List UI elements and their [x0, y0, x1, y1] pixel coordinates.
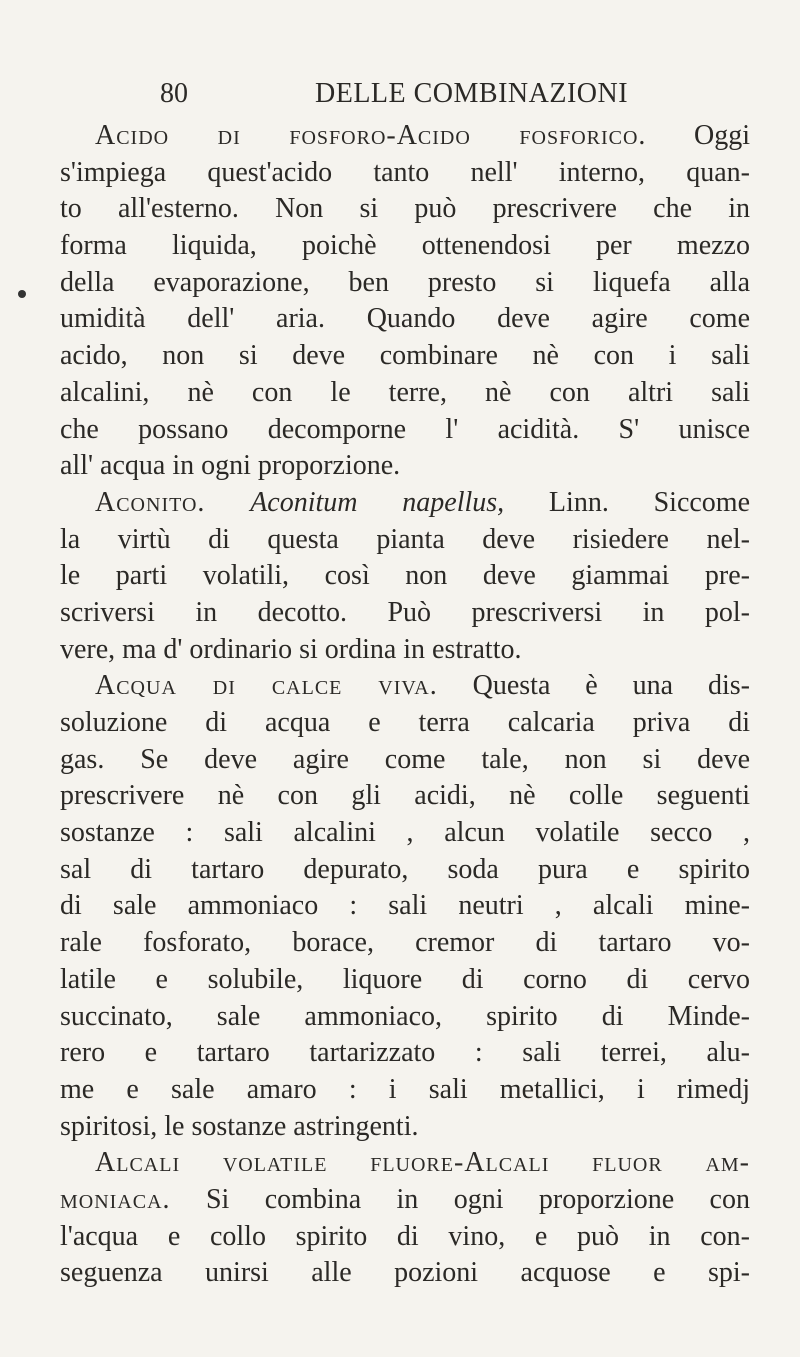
text-line: all' acqua in ogni proporzione.: [60, 450, 401, 482]
text-line: la virtù di questa pianta deve risiedere nel-: [60, 523, 750, 555]
text-line: me e sale amaro : i sali metallici, i rimedj: [60, 1073, 750, 1105]
body-text: [60, 118, 750, 1292]
entry-title: Aconito.: [95, 486, 206, 518]
page-number: 80: [160, 78, 188, 109]
text-line: rale fosforato, borace, cremor di tartaro vo-: [60, 927, 750, 959]
text-line: vere, ma d' ordinario si ordina in estratto.: [60, 633, 522, 665]
entry-title: moniaca.: [60, 1183, 171, 1215]
text-line: forma liquida, poichè ottenendosi per mezzo: [60, 230, 750, 262]
text-line: seguenza unirsi alle pozioni acquose e spi-: [60, 1257, 750, 1289]
text-line: prescrivere nè con gli acidi, nè colle seguenti: [60, 780, 750, 812]
entry-acqua-line: Acqua di calce viva. Questa è una dis-: [95, 670, 750, 702]
text-line: che possano decomporne l' acidità. S' unisce: [60, 413, 750, 445]
entry-alcali-line: moniaca. Si combina in ogni proporzione con: [60, 1183, 750, 1215]
text-line: scriversi in decotto. Può prescriversi in pol-: [60, 596, 750, 628]
page-header: [0, 78, 800, 118]
entry-aconito-line: Aconito. Aconitum napellus, Linn. Siccome: [95, 486, 750, 518]
entry-alcali-title: Alcali volatile fluore-Alcali fluor am-: [95, 1147, 750, 1179]
margin-mark: [18, 290, 26, 298]
text-line: spiritosi, le sostanze astringenti.: [60, 1110, 419, 1142]
text-line: succinato, sale ammoniaco, spirito di Minde-: [60, 1000, 750, 1032]
text-line: della evaporazione, ben presto si liquefa alla: [60, 266, 750, 298]
text-line: gas. Se deve agire come tale, non si deve: [60, 743, 750, 775]
running-head: DELLE COMBINAZIONI: [315, 78, 629, 109]
text-line: soluzione di acqua e terra calcaria priva di: [60, 707, 750, 738]
text-line: latile e solubile, liquore di corno di cervo: [60, 963, 750, 995]
text-line: umidità dell' aria. Quando deve agire come: [60, 303, 750, 335]
text-line: sal di tartaro depurato, soda pura e spirito: [60, 853, 750, 885]
text-line: s'impiega quest'acido tanto nell' interno, quan-: [60, 156, 750, 188]
text-line: acido, non si deve combinare nè con i sali: [60, 340, 750, 372]
text-line: l'acqua e collo spirito di vino, e può in con-: [60, 1220, 750, 1252]
text-line: rero e tartaro tartarizzato : sali terrei, alu-: [60, 1037, 750, 1069]
text-line: sostanze : sali alcalini , alcun volatile secco ,: [60, 817, 750, 849]
text-line: alcalini, nè con le terre, nè con altri sali: [60, 376, 750, 408]
latin-name: Aconitum napellus,: [250, 486, 505, 518]
entry-acido-line: Acido di fosforo-Acido fosforico. Oggi: [95, 120, 750, 151]
text-line: di sale ammoniaco : sali neutri , alcali mine-: [60, 890, 750, 922]
entry-title: Acqua di calce viva.: [95, 670, 438, 702]
text-line: to all'esterno. Non si può prescrivere che in: [60, 193, 750, 225]
text-line: le parti volatili, così non deve giammai pre-: [60, 560, 750, 592]
entry-title: Acido di fosforo-Acido fosforico.: [95, 120, 647, 151]
